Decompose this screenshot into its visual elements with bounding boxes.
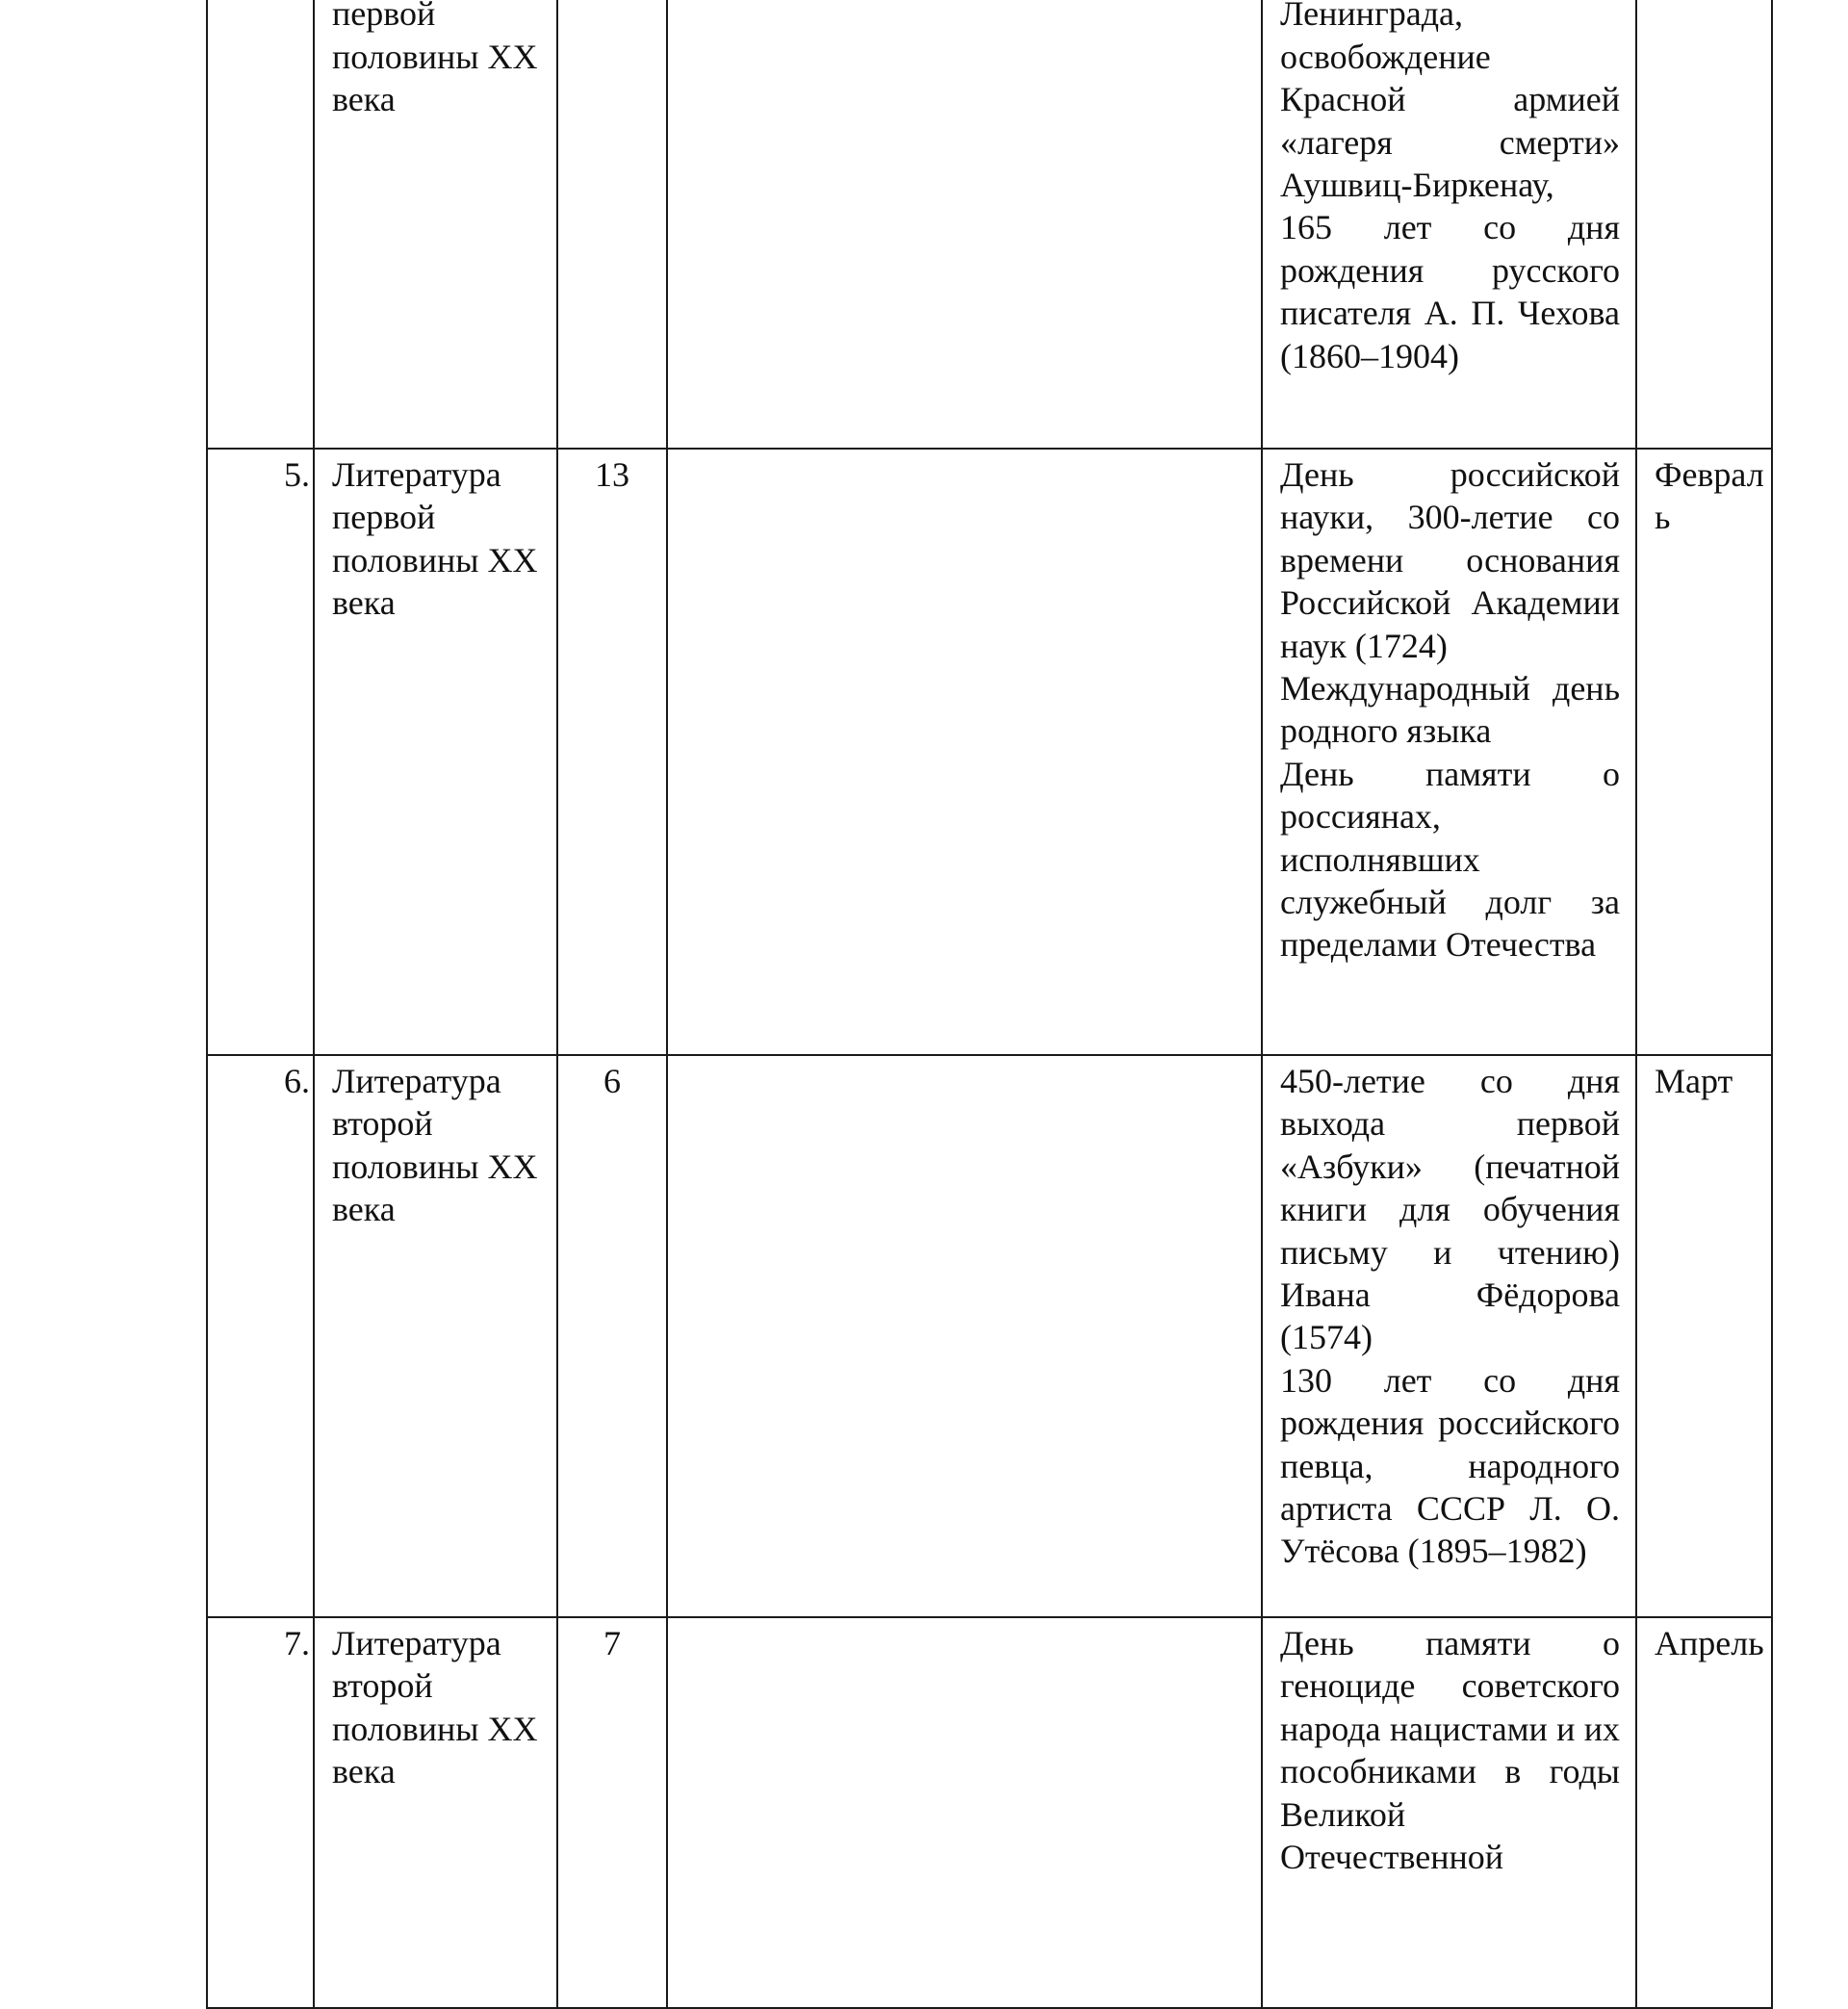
hours-count: 7	[557, 1617, 667, 2008]
row-number: 6.	[207, 1055, 314, 1617]
row-number: 5.	[207, 449, 314, 1055]
empty-cell	[667, 1055, 1262, 1617]
event-text: День памяти о россиянах, исполнявших служебный долг за пределами Отечества	[1280, 754, 1620, 965]
month-cell	[1636, 0, 1772, 449]
section-theme: первой половины XX века	[314, 0, 557, 449]
section-theme: Литература первой половины XX века	[314, 449, 557, 1055]
row-number: 7.	[207, 1617, 314, 2008]
table-row	[207, 0, 1772, 449]
events-cell	[1262, 1055, 1636, 1617]
event-text: Ленинграда, освобождение Красной армией «лагеря смерти» Аушвиц-Биркенау,	[1280, 0, 1620, 205]
event-text: 450-летие со дня выхода первой «Азбуки» (печатной книги для обучения письму и чтению) Ивана Фёдорова (1574)	[1280, 1062, 1620, 1357]
events-cell	[1262, 0, 1636, 449]
thematic-plan-table	[206, 0, 1773, 2009]
empty-cell	[667, 0, 1262, 449]
hours-count: 6	[557, 1055, 667, 1617]
table-row	[207, 1055, 1772, 1617]
event-text: 130 лет со дня рождения российского певца, народного артиста СССР Л. О. Утёсова (1895–1982)	[1280, 1360, 1620, 1571]
events-cell	[1262, 449, 1636, 1055]
table-row	[207, 1617, 1772, 2008]
month-cell: Февраль	[1636, 449, 1772, 1055]
empty-cell	[667, 449, 1262, 1055]
events-cell	[1262, 1617, 1636, 2008]
table-row	[207, 449, 1772, 1055]
event-text: 165 лет со дня рождения русского писателя А. П. Чехова (1860–1904)	[1280, 208, 1620, 375]
month-cell: Март	[1636, 1055, 1772, 1617]
hours-count: 13	[557, 449, 667, 1055]
section-theme: Литература второй половины XX века	[314, 1055, 557, 1617]
event-text: День памяти о геноциде советского народа нацистами и их пособниками в годы Великой Отечественной	[1280, 1624, 1620, 1877]
row-number	[207, 0, 314, 449]
empty-cell	[667, 1617, 1262, 2008]
hours-count	[557, 0, 667, 449]
event-text: День российской науки, 300-летие со времени основания Российской Академии наук (1724)	[1280, 455, 1620, 665]
event-text: Международный день родного языка	[1280, 669, 1620, 751]
section-theme: Литература второй половины XX века	[314, 1617, 557, 2008]
month-cell: Апрель	[1636, 1617, 1772, 2008]
